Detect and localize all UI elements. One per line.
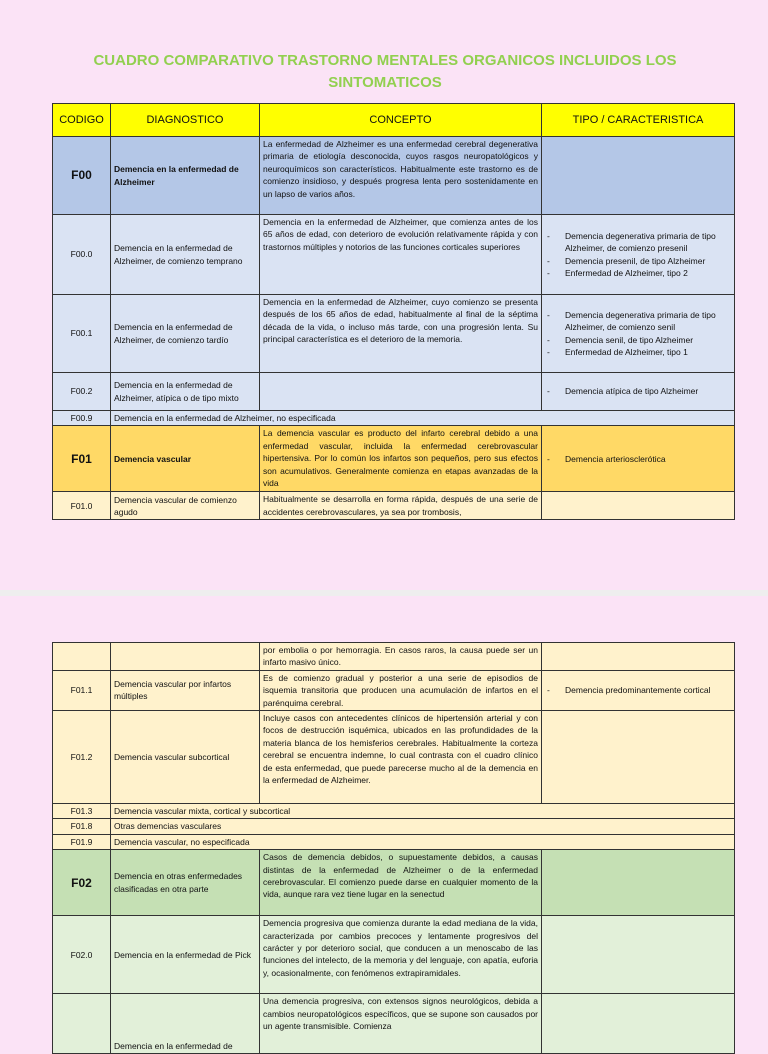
row-diagnosis: Demencia en la enfermedad de Pick (111, 916, 260, 994)
row-code (53, 643, 111, 671)
row-code: F00.9 (53, 411, 111, 426)
table-row (53, 711, 735, 804)
row-concept: Es de comienzo gradual y posterior a una serie de episodios de isquemia transitoria que producen una acumulación de infartos en el parénquima cerebral. (260, 670, 542, 710)
row-code: F01.3 (53, 804, 111, 819)
header-codigo: CODIGO (53, 104, 111, 137)
document-title: CUADRO COMPARATIVO TRASTORNO MENTALES ORGANICOS INCLUIDOS LOS SINTOMATICOS (93, 52, 677, 91)
row-code: F01 (53, 426, 111, 492)
row-diagnosis: Demencia vascular de comienzo agudo (111, 492, 260, 520)
row-diagnosis: Demencia vascular, no especificada (111, 834, 735, 849)
row-diagnosis: Demencia en la enfermedad de Alzheimer, atípica o de tipo mixto (111, 373, 260, 411)
row-code: F01.2 (53, 711, 111, 804)
table-row (53, 834, 735, 849)
type-item: - Demencia presenil, de tipo Alzheimer (545, 255, 731, 267)
row-diagnosis: Otras demencias vasculares (111, 819, 735, 834)
row-types (542, 711, 735, 804)
row-diagnosis: Demencia en la enfermedad de Alzheimer (111, 137, 260, 215)
row-concept: Demencia progresiva que comienza durante la edad mediana de la vida, caracterizada por cambios precoces y lentamente progresivos del carácter y por deterioro social, que conducen a un menoscabo de las funciones del intelecto, de la memoria y del lenguaje, con apatía, euforia y, ocasionalmente, con fenómenos extrapiramidales. (260, 916, 542, 994)
row-code: F00.0 (53, 215, 111, 295)
row-code: F01.9 (53, 834, 111, 849)
row-diagnosis: Demencia en la enfermedad de Alzheimer, de comienzo tardío (111, 295, 260, 373)
table-row (53, 850, 735, 916)
row-concept: Demencia en la enfermedad de Alzheimer, que comienza antes de los 65 años de edad, con deterioro de evolución relativamente rápida y con trastornos múltiples y notorios de las funciones corticales superiores (260, 215, 542, 295)
row-diagnosis (111, 643, 260, 671)
header-concepto: CONCEPTO (260, 104, 542, 137)
row-diagnosis: Demencia en otras enfermedades clasificadas en otra parte (111, 850, 260, 916)
table-row (53, 137, 735, 215)
type-item: - Demencia atípica de tipo Alzheimer (545, 385, 731, 397)
row-concept: Casos de demencia debidos, o supuestamente debidos, a causas distintas de la enfermedad de Alzheimer o de la enfermedad cerebrovascular. El comienzo puede darse en cualquier momento de la vida, aunque rara vez tiene lugar en la senectud (260, 850, 542, 916)
row-types (542, 670, 735, 710)
table-row (53, 492, 735, 520)
type-item: - Demencia degenerativa primaria de tipo Alzheimer, de comienzo senil (545, 309, 731, 334)
row-types (542, 850, 735, 916)
row-concept: La enfermedad de Alzheimer es una enfermedad cerebral degenerativa primaria de etiología desconocida, cuyos rasgos neuropatológicos y neuroquímicos son característicos. Habitualmente este trastorno es de comienzo insidioso, y después progresa lenta pero sostenidamente en un lapso de varios años. (260, 137, 542, 215)
table-row (53, 819, 735, 834)
row-types (542, 426, 735, 492)
row-code: F00 (53, 137, 111, 215)
row-diagnosis: Demencia en la enfermedad de (111, 994, 260, 1054)
type-item: - Demencia predominantemente cortical (545, 684, 731, 696)
row-concept: Demencia en la enfermedad de Alzheimer, cuyo comienzo se presenta después de los 65 años de edad, habitualmente al final de la séptima década de la vida, o incluso más tarde, con una progresión lenta. Su principal característica es el deterioro de la memoria. (260, 295, 542, 373)
row-diagnosis: Demencia en la enfermedad de Alzheimer, de comienzo temprano (111, 215, 260, 295)
type-item: - Enfermedad de Alzheimer, tipo 2 (545, 267, 731, 279)
row-concept (260, 373, 542, 411)
table-row (53, 426, 735, 492)
row-types (542, 643, 735, 671)
row-code: F01.1 (53, 670, 111, 710)
row-concept: por embolia o por hemorragia. En casos raros, la causa puede ser un infarto masivo único. (260, 643, 542, 671)
table-row (53, 916, 735, 994)
header-tipo: TIPO / CARACTERISTICA (542, 104, 735, 137)
row-code: F01.8 (53, 819, 111, 834)
type-item: - Demencia arteriosclerótica (545, 453, 731, 465)
row-types (542, 215, 735, 295)
table-row (53, 411, 735, 426)
header-diagnostico: DIAGNOSTICO (111, 104, 260, 137)
table-row (53, 804, 735, 819)
row-code: F01.0 (53, 492, 111, 520)
row-code: F02 (53, 850, 111, 916)
row-diagnosis: Demencia vascular mixta, cortical y subcortical (111, 804, 735, 819)
row-types (542, 295, 735, 373)
row-concept: La demencia vascular es producto del infarto cerebral debido a una enfermedad vascular, incluida la enfermedad cerebrovascular hipertensiva. Por lo común los infartos son pequeños, pero sus efectos son acumulativos. Generalmente comienza en etapas avanzadas de la vida (260, 426, 542, 492)
row-diagnosis: Demencia vascular por infartos múltiples (111, 670, 260, 710)
row-code: F02.0 (53, 916, 111, 994)
type-item: - Demencia degenerativa primaria de tipo Alzheimer, de comienzo presenil (545, 230, 731, 255)
comparison-table-page-1 (52, 103, 735, 520)
row-types (542, 916, 735, 994)
row-diagnosis: Demencia vascular subcortical (111, 711, 260, 804)
table-row (53, 373, 735, 411)
row-diagnosis: Demencia vascular (111, 426, 260, 492)
table-row (53, 295, 735, 373)
row-concept: Incluye casos con antecedentes clínicos de hipertensión arterial y con focos de destrucción isquémica, ubicados en las profundidades de la materia blanca de los hemisferios cerebrales. Habitualmente la corteza cerebral se encuentra indemne, lo cual contrasta con el cuadro clínico de esta enfermedad, que puede parecerse mucho al de la demencia en la enfermedad de Alzheimer. (260, 711, 542, 804)
table-header-row (53, 104, 735, 137)
comparison-table-page-2 (52, 642, 735, 1054)
row-types (542, 137, 735, 215)
table-row (53, 643, 735, 671)
row-concept: Habitualmente se desarrolla en forma rápida, después de una serie de accidentes cerebrovasculares, ya sea por trombosis, (260, 492, 542, 520)
row-types (542, 492, 735, 520)
type-item: - Demencia senil, de tipo Alzheimer (545, 334, 731, 346)
table-row (53, 215, 735, 295)
table-row (53, 670, 735, 710)
row-code: F00.2 (53, 373, 111, 411)
row-diagnosis: Demencia en la enfermedad de Alzheimer, no especificada (111, 411, 735, 426)
row-code: F00.1 (53, 295, 111, 373)
type-item: - Enfermedad de Alzheimer, tipo 1 (545, 346, 731, 358)
row-concept: Una demencia progresiva, con extensos signos neurológicos, debida a cambios neuropatológicos específicos, que se supone son causados por un agente transmisible. Comienza (260, 994, 542, 1054)
row-types (542, 373, 735, 411)
